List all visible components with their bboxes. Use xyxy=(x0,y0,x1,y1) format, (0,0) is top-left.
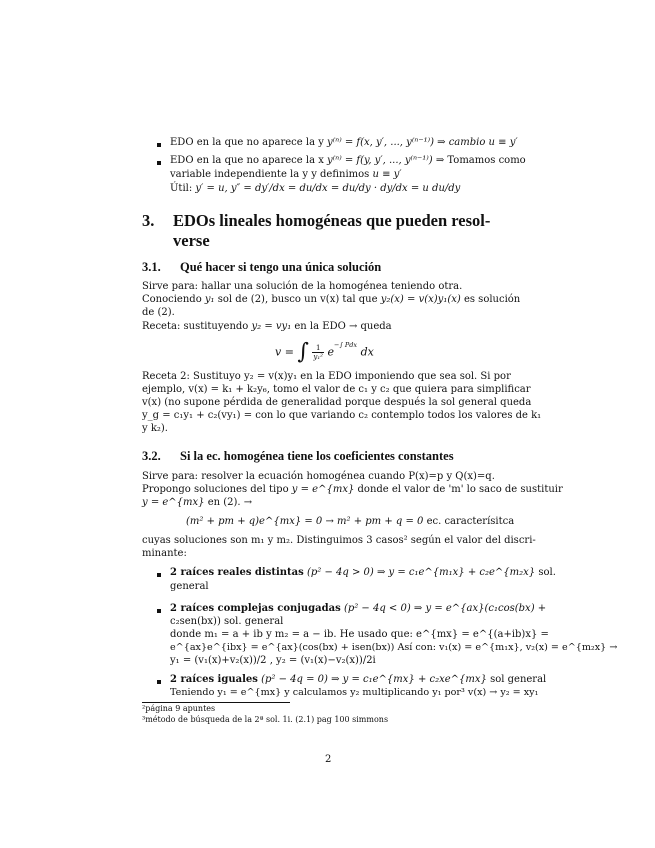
section-title-line2: verse xyxy=(173,231,210,250)
util-math: y′ = u, y″ = dy′/dx = du/dx = du/dy · dy/dx = u du/dy xyxy=(195,183,461,194)
case-math: (p² − 4q < 0) ⇒ y = e^{ax}(c₁cos(bx) + xyxy=(343,603,547,614)
bullet-text: EDO en la que no aparece la y xyxy=(170,137,324,148)
paragraph-line xyxy=(142,294,520,306)
math-run: y₁ xyxy=(204,294,215,305)
footnote-rule xyxy=(142,702,290,703)
case-title: 2 raíces reales distintas xyxy=(170,567,304,578)
case-title: 2 raíces complejas conjugadas xyxy=(170,603,341,614)
bullet-item-2-util xyxy=(170,183,460,195)
case-2-line2: c₂sen(bx)) sol. general xyxy=(170,616,284,627)
bullet-marker xyxy=(157,609,161,613)
eq-denominator: y₁² xyxy=(313,353,323,362)
eq-characteristic: (m² + pm + q)e^{mx} = 0 → m² + pm + q = 0 xyxy=(186,516,424,527)
integral-sign: ∫ xyxy=(297,339,309,365)
paragraph-line: Sirve para: hallar una solución de la homogénea teniendo otra. xyxy=(142,281,463,292)
math-run: y₂(x) = v(x)y₁(x) xyxy=(380,294,461,305)
bullet-item-2-line2 xyxy=(170,169,402,181)
bullet-text: EDO en la que no aparece la x xyxy=(170,155,324,166)
footnote-3: ³método de búsqueda de la 2ª sol. 1i. (2.1) pag 100 simmons xyxy=(142,715,389,724)
bullet-item-1 xyxy=(170,137,518,149)
case-2-line3: donde m₁ = a + ib y m₂ = a − ib. He usado que: e^{mx} = e^{(a+ib)x} = xyxy=(170,629,549,640)
paragraph-line: v(x) (no supone pérdida de generalidad porque después la sol general queda xyxy=(142,397,532,408)
text-run: en la EDO → queda xyxy=(294,321,392,332)
paragraph-line xyxy=(142,484,563,496)
text-run: sol de (2), busco un v(x) tal que xyxy=(217,294,378,305)
case-math: (p² − 4q = 0) ⇒ y = c₁e^{mx} + c₂xe^{mx} xyxy=(261,674,487,685)
case-2-line5: y₁ = (v₁(x)+v₂(x))/2 , y₂ = (v₁(x)−v₂(x))/2i xyxy=(170,655,376,666)
subsection-title: Qué hacer si tengo una única solución xyxy=(180,260,382,274)
paragraph-line xyxy=(142,321,392,333)
subsection-number: 3.2. xyxy=(142,449,161,463)
case-title: 2 raíces iguales xyxy=(170,674,258,685)
case-3-line2: Teniendo y₁ = e^{mx} y calculamos y₂ multiplicando y₁ por³ v(x) → y₂ = xy₁ xyxy=(170,687,539,698)
case-math: (p² − 4q > 0) ⇒ y = c₁e^{m₁x} + c₂e^{m₂x} xyxy=(306,567,536,578)
eq-lhs: v = xyxy=(275,345,294,359)
bullet-math: y⁽ⁿ⁾ = f(y, y′, ..., y⁽ⁿ⁻¹⁾) ⇒ xyxy=(327,155,445,166)
case-2 xyxy=(170,603,546,615)
case-2-line4: e^{ax}e^{ibx} = e^{ax}(cos(bx) + isen(bx)) Así con: v₁(x) = e^{m₁x}, v₂(x) = e^{m₂x} → xyxy=(170,642,618,653)
case-tail: sol. xyxy=(538,567,556,578)
bullet-math: u ≡ y′ xyxy=(372,169,402,180)
footnote-2: ²página 9 apuntes xyxy=(142,704,216,713)
case-tail: sol general xyxy=(490,674,547,685)
eq-fraction xyxy=(312,344,324,361)
math-run: y₂ = vy₁ xyxy=(251,321,292,332)
paragraph-line: y k₂). xyxy=(142,423,168,434)
text-run: Propongo soluciones del tipo xyxy=(142,484,289,495)
paragraph-line: cuyas soluciones son m₁ y m₂. Distinguimos 3 casos² según el valor del discri- xyxy=(142,535,536,546)
paragraph-line: de (2). xyxy=(142,307,175,318)
paragraph-line: ejemplo, v(x) = k₁ + k₂y₆, tomo el valor de c₁ y c₂ que quiera para simplificar xyxy=(142,384,531,395)
paragraph-line xyxy=(142,497,252,509)
paragraph-line: Receta 2: Sustituyo y₂ = v(x)y₁ en la EDO imponiendo que sea sol. Si por xyxy=(142,371,511,382)
text-run: donde el valor de 'm' lo saco de sustituir xyxy=(357,484,563,495)
case-3 xyxy=(170,674,546,686)
paragraph-line: y_g = c₁y₁ + c₂(vy₁) = con lo que variando c₂ contemplo todos los valores de k₁ xyxy=(142,410,542,421)
display-equation xyxy=(186,516,514,528)
page-number: 2 xyxy=(325,754,332,765)
section-number: 3. xyxy=(142,211,155,230)
eq-exponent: −∫ Pdx xyxy=(334,341,358,349)
bullet-marker xyxy=(157,143,161,147)
bullet-marker xyxy=(157,680,161,684)
subsection-title: Si la ec. homogénea tiene los coeficientes constantes xyxy=(180,449,454,463)
display-equation xyxy=(275,334,374,366)
text-run: Conociendo xyxy=(142,294,202,305)
eq-numerator: 1 xyxy=(312,344,324,353)
case-1 xyxy=(170,567,556,579)
math-run: y = e^{mx} xyxy=(142,497,205,508)
case-1-line2: general xyxy=(170,581,209,592)
text-run: en (2). → xyxy=(207,497,253,508)
eq-tail: ec. caracterísitca xyxy=(426,516,515,527)
eq-differential: dx xyxy=(360,345,374,359)
paragraph-line: minante: xyxy=(142,548,187,559)
bullet-item-2 xyxy=(170,155,526,167)
util-label: Útil: xyxy=(170,183,193,194)
text-run: Receta: sustituyendo xyxy=(142,321,249,332)
bullet-text: variable independiente la y y definimos xyxy=(170,169,370,180)
text-run: es solución xyxy=(463,294,521,305)
bullet-marker xyxy=(157,573,161,577)
paragraph-line: Sirve para: resolver la ecuación homogénea cuando P(x)=p y Q(x)=q. xyxy=(142,471,495,482)
section-title-line1: EDOs lineales homogéneas que pueden resol- xyxy=(173,211,491,230)
bullet-marker xyxy=(157,161,161,165)
eq-exp-base: e xyxy=(327,345,334,359)
math-run: y = e^{mx} xyxy=(291,484,355,495)
subsection-number: 3.1. xyxy=(142,260,161,274)
bullet-math: y⁽ⁿ⁾ = f(x, y′, ..., y⁽ⁿ⁻¹⁾) ⇒ cambio u ≡ y′ xyxy=(327,137,518,148)
bullet-text-after: Tomamos como xyxy=(447,155,526,166)
